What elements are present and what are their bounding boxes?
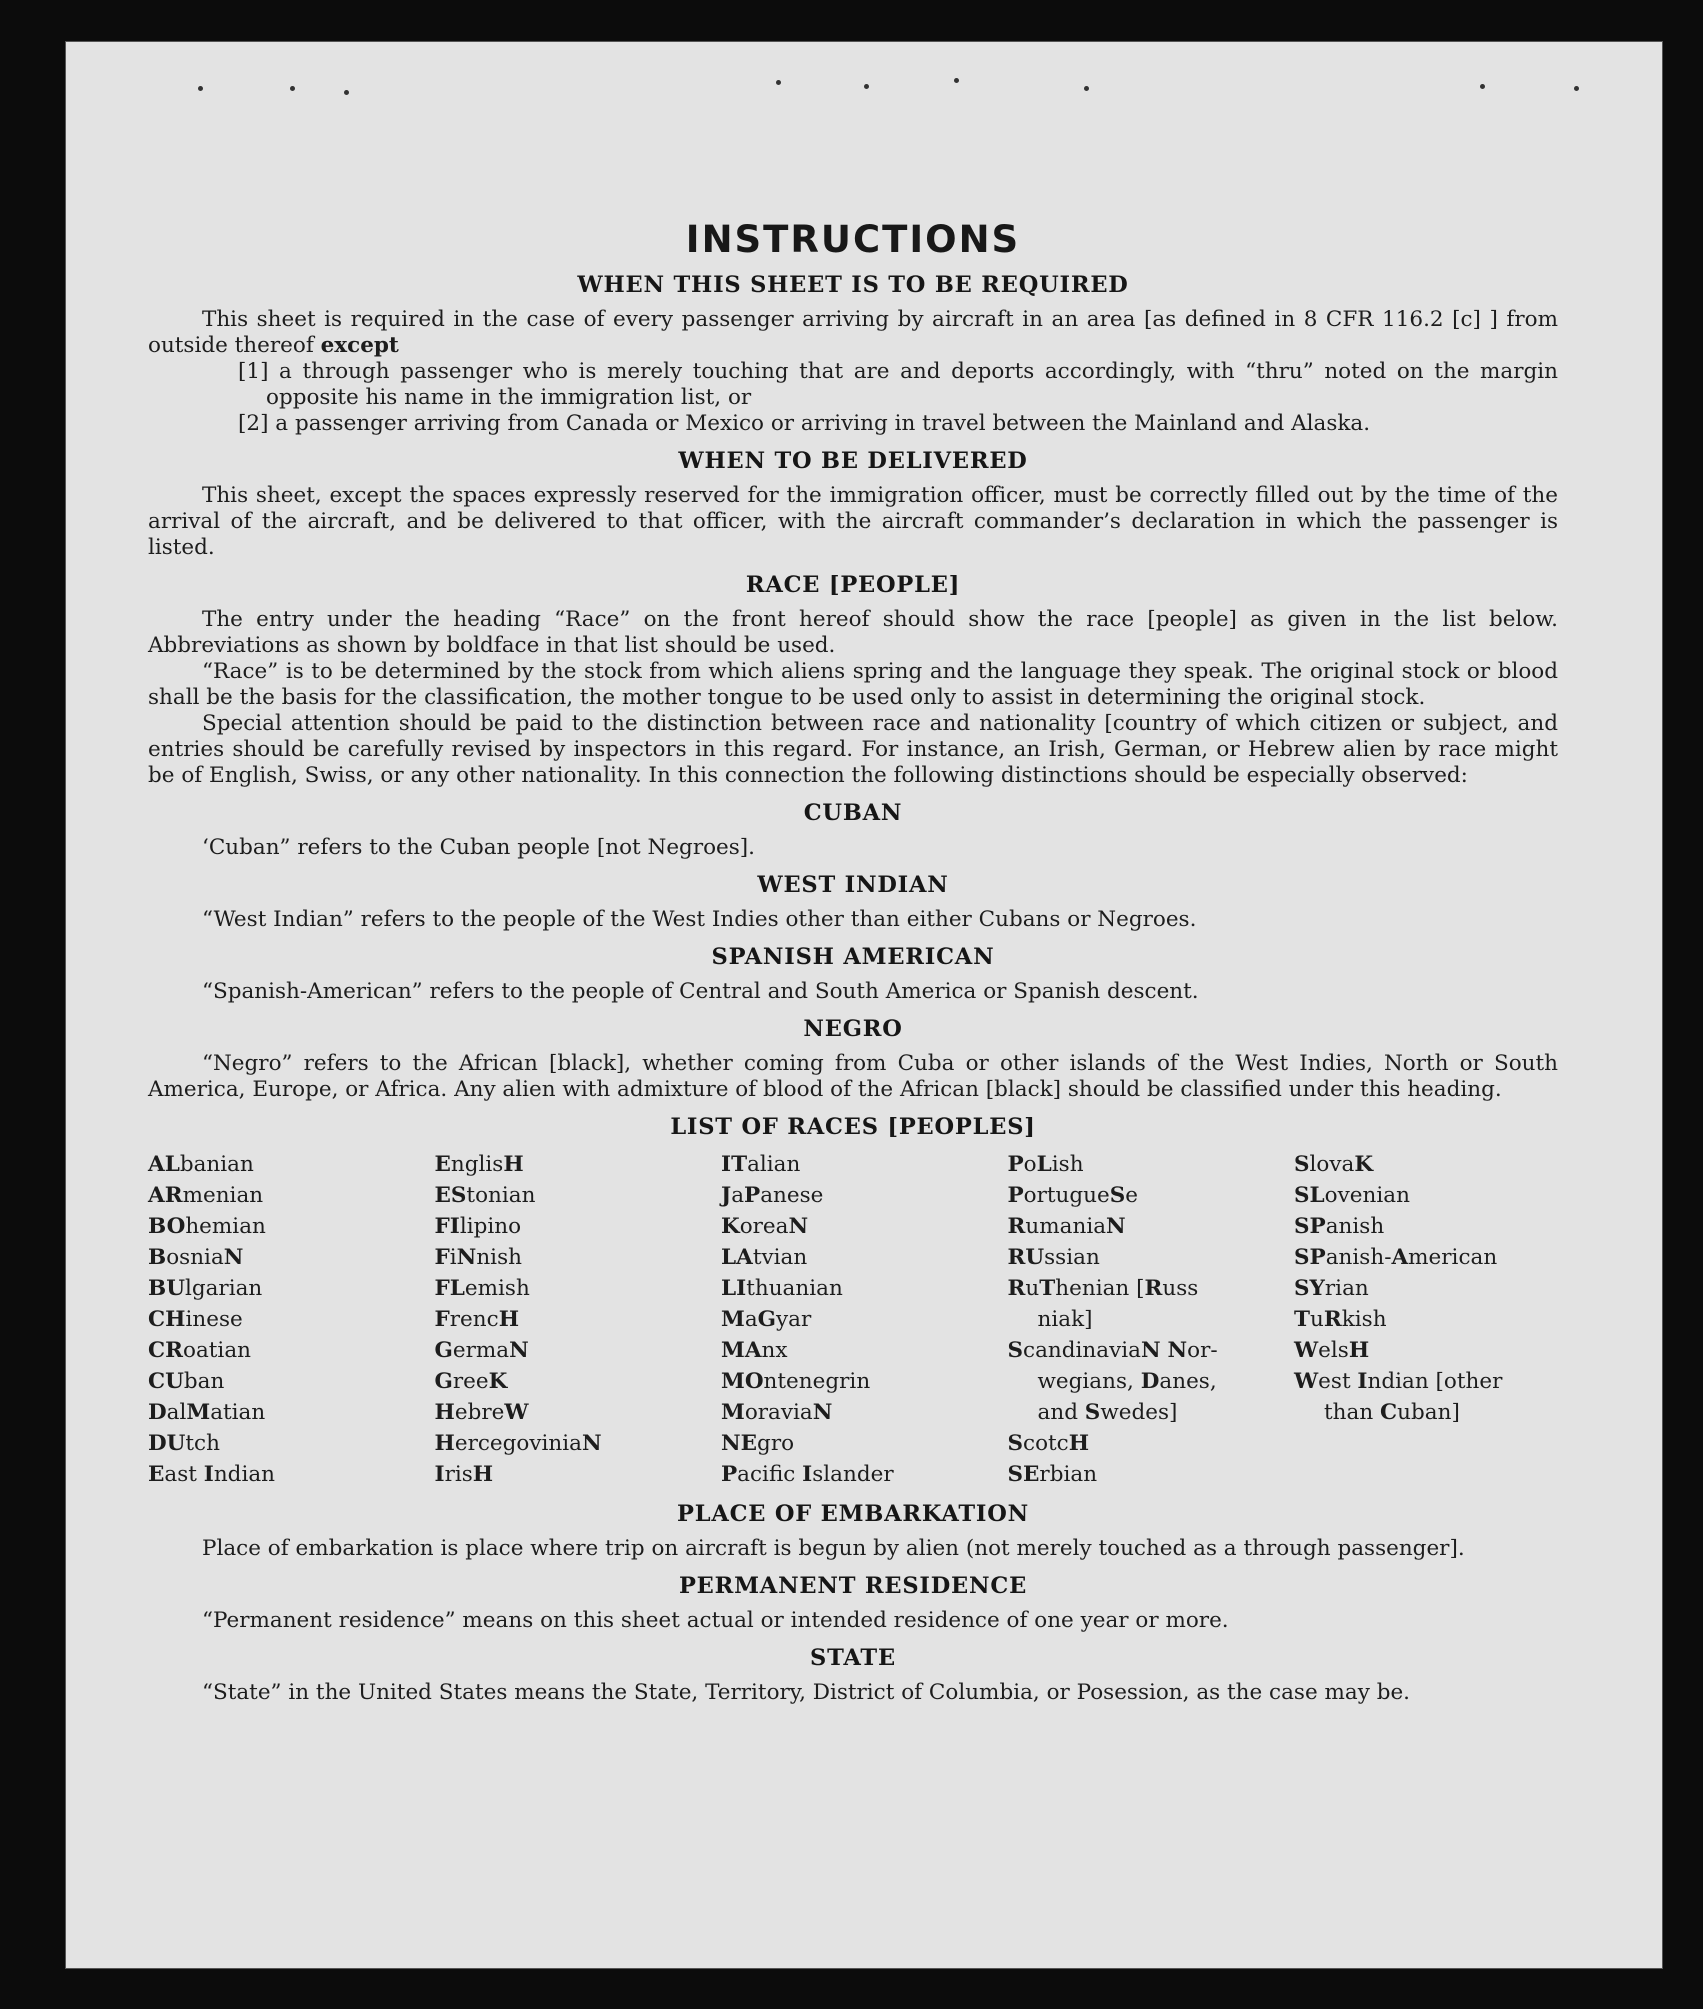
- heading-state: STATE: [810, 1645, 896, 1671]
- race-item: ALbanian: [148, 1152, 254, 1177]
- race-item: IrisH: [434, 1462, 494, 1487]
- race-item: NEgro: [721, 1431, 795, 1456]
- heading-cuban: CUBAN: [803, 800, 903, 826]
- race-item: RumaniaN: [1007, 1214, 1126, 1239]
- race-item: ScotcH: [1007, 1431, 1090, 1456]
- race-item: LIthuanian: [721, 1276, 843, 1301]
- heading-embarkation: PLACE OF EMBARKATION: [676, 1501, 1030, 1527]
- document-sheet: [66, 42, 1662, 1968]
- race-item: ARmenian: [148, 1183, 264, 1208]
- punch-mark: [864, 84, 869, 89]
- paragraph-state: “State” in the United States means the State, Territory, District of Columbia, or Posession, as the case may be.: [202, 1680, 1411, 1705]
- race-item: ITalian: [721, 1152, 801, 1177]
- race-item: EnglisH: [434, 1152, 524, 1177]
- race-item: FLemish: [434, 1276, 530, 1301]
- race-item: TuRkish: [1294, 1307, 1387, 1332]
- race-item: LAtvian: [721, 1245, 808, 1270]
- race-item: East Indian: [148, 1462, 276, 1487]
- punch-mark: [1480, 84, 1485, 89]
- race-item: HebreW: [434, 1400, 529, 1425]
- race-item: WelsH: [1294, 1338, 1370, 1363]
- paragraph-delivered: This sheet, except the spaces expressly reserved for the immigration officer, must be correctly filled out by the time of the arrival of the aircraft, and be delivered to that officer, with the aircraft commander’s declaration in which the passenger is listed.: [148, 483, 1558, 560]
- punch-mark: [954, 78, 959, 83]
- paragraph-cuban: ‘Cuban” refers to the Cuban people [not Negroes].: [202, 835, 756, 860]
- race-item: SErbian: [1007, 1462, 1098, 1487]
- race-item: GreeK: [434, 1369, 508, 1394]
- race-item: RUssian: [1007, 1245, 1100, 1270]
- race-item: CUban: [148, 1369, 225, 1394]
- paragraph-west-indian: “West Indian” refers to the people of the West Indies other than either Cubans or Negroes.: [202, 907, 1197, 932]
- punch-mark: [1084, 86, 1089, 91]
- punch-mark: [776, 80, 781, 85]
- race-item: CHinese: [148, 1307, 243, 1332]
- race-item: JaPanese: [721, 1183, 824, 1208]
- race-item: BUlgarian: [148, 1276, 263, 1301]
- race-item: EStonian: [434, 1183, 536, 1208]
- race-item: DalMatian: [148, 1400, 266, 1425]
- race-column-1: [148, 1149, 412, 1490]
- race-item: HercegoviniaN: [434, 1431, 602, 1456]
- race-item-continued: niak]: [1037, 1307, 1093, 1332]
- race-item: MAnx: [721, 1338, 788, 1363]
- race-item: FiNnish: [434, 1245, 522, 1270]
- heading-negro: NEGRO: [803, 1016, 903, 1042]
- race-item: RuThenian [Russ: [1007, 1276, 1199, 1301]
- race-item: DUtch: [148, 1431, 220, 1456]
- race-item: MoraviaN: [721, 1400, 833, 1425]
- race-item: PortugueSe: [1007, 1183, 1139, 1208]
- race-column-4: [1008, 1149, 1272, 1490]
- race-column-3: [721, 1149, 985, 1490]
- race-column-5: [1294, 1149, 1558, 1490]
- race-item: MaGyar: [721, 1307, 812, 1332]
- instructions-content: [148, 176, 1558, 1706]
- heading-delivered: WHEN TO BE DELIVERED: [678, 448, 1028, 474]
- race-item: SYrian: [1294, 1276, 1369, 1301]
- race-item: FIlipino: [434, 1214, 522, 1239]
- race-list: [148, 1149, 1558, 1490]
- race-item: CRoatian: [148, 1338, 251, 1363]
- heading-list-of-races: LIST OF RACES [PEOPLES]: [670, 1114, 1036, 1140]
- required-item-1: [1] a through passenger who is merely touching that are and deports accordingly, with “thru” noted on the margin opposite his name in the immigration list, or: [238, 359, 1558, 410]
- paragraph-race-1: The entry under the heading “Race” on the front hereof should show the race [people] as given in the list below. Abbreviations as shown by boldface in that list should be used.: [148, 607, 1558, 658]
- race-item: KoreaN: [721, 1214, 809, 1239]
- page-title: INSTRUCTIONS: [685, 218, 1021, 261]
- punch-mark: [198, 86, 203, 91]
- race-item: FrencH: [434, 1307, 520, 1332]
- race-item: West Indian [other: [1294, 1369, 1503, 1394]
- race-column-2: [435, 1149, 699, 1490]
- paragraph-race-2: “Race” is to be determined by the stock from which aliens spring and the language they speak. The original stock or blood shall be the basis for the classification, the mother tongue to be used only to assist in determining the original stock.: [148, 659, 1558, 710]
- paragraph-residence: “Permanent residence” means on this sheet actual or intended residence of one year or more.: [202, 1608, 1229, 1633]
- punch-mark: [290, 86, 295, 91]
- required-intro: This sheet is required in the case of every passenger arriving by aircraft in an area [as defined in 8 CFR 116.2 [c] ] from outside thereof: [148, 307, 1558, 358]
- required-except: except: [320, 333, 399, 358]
- heading-residence: PERMANENT RESIDENCE: [678, 1573, 1028, 1599]
- race-item: SlovaK: [1294, 1152, 1374, 1177]
- race-item-continued: wegians, Danes,: [1037, 1369, 1217, 1394]
- race-item-continued: and Swedes]: [1037, 1400, 1178, 1425]
- heading-required: WHEN THIS SHEET IS TO BE REQUIRED: [577, 272, 1129, 298]
- race-item: SPanish-American: [1294, 1245, 1498, 1270]
- race-item: SPanish: [1294, 1214, 1385, 1239]
- race-item: BOhemian: [148, 1214, 266, 1239]
- heading-spanish-american: SPANISH AMERICAN: [711, 944, 995, 970]
- paragraph-spanish-american: “Spanish-American” refers to the people of Central and South America or Spanish descent.: [202, 979, 1199, 1004]
- race-item: BosniaN: [148, 1245, 244, 1270]
- race-item: Pacifc Islander: [721, 1462, 894, 1487]
- heading-race: RACE [PEOPLE]: [745, 572, 961, 598]
- paragraph-embarkation: Place of embarkation is place where trip on aircraft is begun by alien (not merely touched as a through passenger].: [202, 1536, 1465, 1561]
- paragraph-negro: “Negro” refers to the African [black], whether coming from Cuba or other islands of the West Indies, North or South America, Europe, or Africa. Any alien with admixture of blood of the African [black] should be classified under this heading.: [148, 1051, 1558, 1102]
- paragraph-race-3: Special attention should be paid to the distinction between race and nationality [country of which citizen or subject, and entries should be carefully revised by inspectors in this regard. For instance, an Irish, German, or Hebrew alien by race might be of English, Swiss, or any other nationality. In this connection the following distinctions should be especially observed:: [148, 711, 1558, 788]
- heading-west-indian: WEST INDIAN: [757, 872, 949, 898]
- punch-mark: [344, 90, 349, 95]
- race-item: PoLish: [1007, 1152, 1084, 1177]
- race-item: GermaN: [434, 1338, 529, 1363]
- race-item: ScandinaviaN Nor-: [1007, 1338, 1218, 1363]
- race-item-continued: than Cuban]: [1324, 1400, 1460, 1425]
- race-item: SLovenian: [1294, 1183, 1410, 1208]
- punch-mark: [1574, 86, 1579, 91]
- required-item-2: [2] a passenger arriving from Canada or Mexico or arriving in travel between the Mainland and Alaska.: [238, 411, 1371, 436]
- paragraph-required: [148, 307, 1558, 359]
- race-item: MOntenegrin: [721, 1369, 871, 1394]
